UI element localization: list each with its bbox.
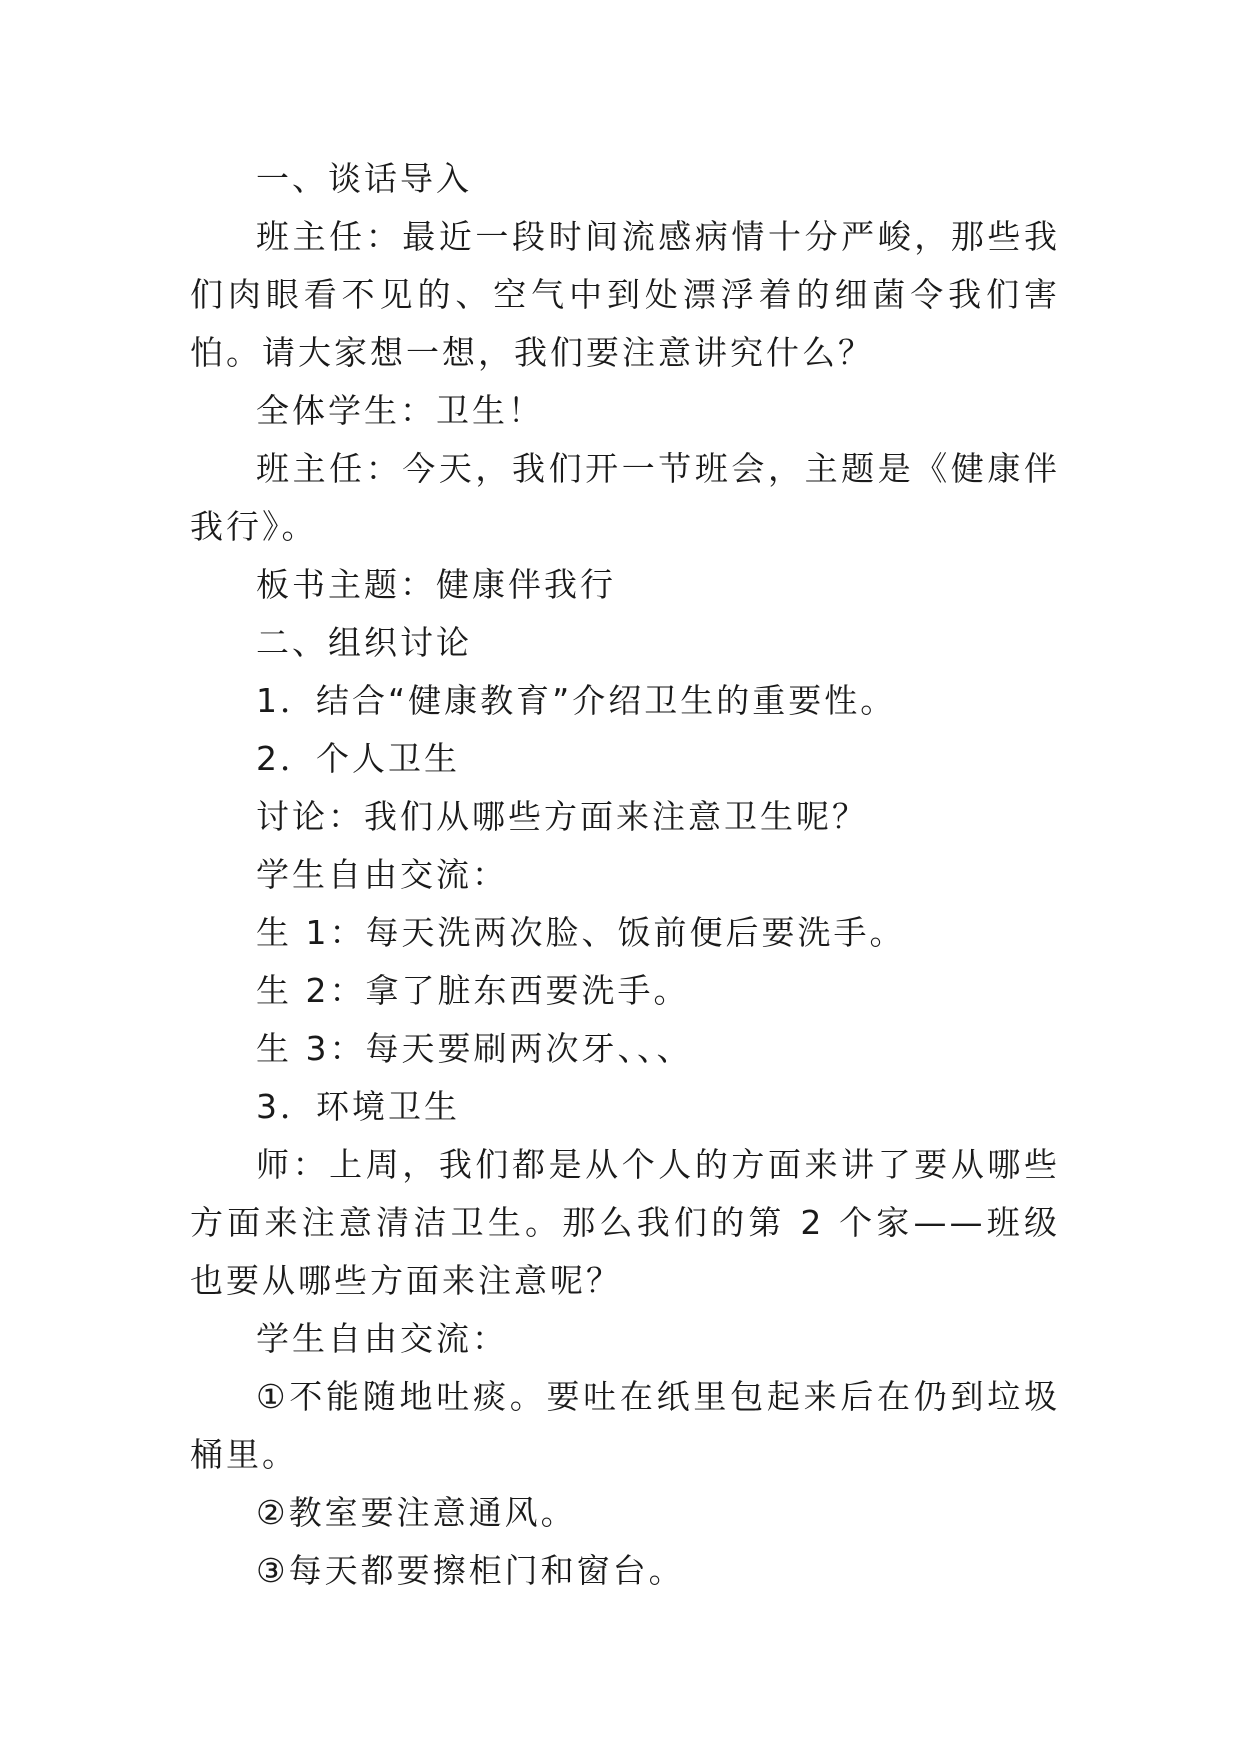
document-page [190, 150, 1060, 1600]
paragraph-student-3: 生 3：每天要刷两次牙、、、 [256, 1029, 693, 1068]
heading-talk-intro: 一、谈话导入 [256, 159, 472, 198]
paragraph-students-answer: 全体学生：卫生！ [256, 391, 544, 430]
paragraph-teacher-intro: 班主任：最近一段时间流感病情十分严峻，那些我们肉眼看不见的、空气中到处漂浮着的细菌令我们害怕。请大家想一想，我们要注意讲究什么？ [190, 217, 1060, 372]
list-item-environment-hygiene: 3．环境卫生 [256, 1087, 460, 1126]
paragraph-blackboard-theme: 板书主题：健康伴我行 [256, 565, 616, 604]
list-item-ventilation: ②教室要注意通风。 [256, 1493, 577, 1532]
heading-organize-discussion: 二、组织讨论 [256, 623, 472, 662]
paragraph-teacher-theme: 班主任：今天，我们开一节班会，主题是《健康伴我行》。 [190, 449, 1060, 546]
paragraph-student-1: 生 1：每天洗两次脸、饭前便后要洗手。 [256, 913, 906, 952]
list-item-health-education: 1．结合“健康教育”介绍卫生的重要性。 [256, 681, 897, 720]
paragraph-student-2: 生 2：拿了脏东西要洗手。 [256, 971, 690, 1010]
paragraph-discussion-question: 讨论：我们从哪些方面来注意卫生呢？ [256, 797, 868, 836]
list-item-personal-hygiene: 2．个人卫生 [256, 739, 460, 778]
paragraph-free-exchange: 学生自由交流： [256, 855, 508, 894]
list-item-no-spitting: ①不能随地吐痰。要吐在纸里包起来后在仍到垃圾桶里。 [190, 1377, 1060, 1474]
list-item-wipe-cabinets: ③每天都要擦柜门和窗台。 [256, 1551, 685, 1590]
paragraph-teacher-class-home: 师：上周，我们都是从个人的方面来讲了要从哪些方面来注意清洁卫生。那么我们的第 2 个家——班级也要从哪些方面来注意呢？ [190, 1145, 1060, 1300]
paragraph-free-exchange-2: 学生自由交流： [256, 1319, 508, 1358]
